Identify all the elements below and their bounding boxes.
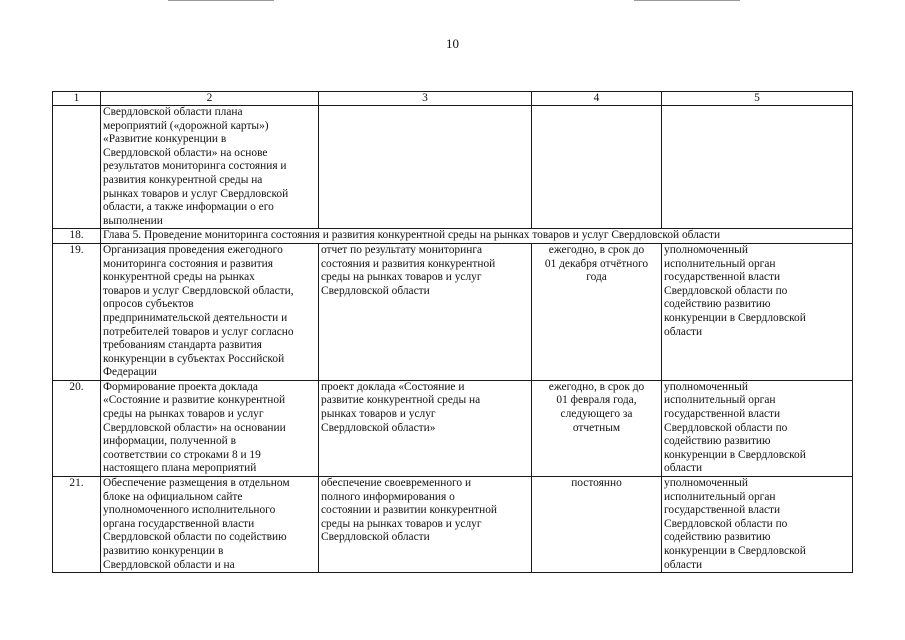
- header-cell: 5: [662, 92, 853, 106]
- cell-line: развитию конкуренции в: [103, 545, 224, 557]
- cell-line: мониторинга состояния и развития: [103, 257, 273, 270]
- cell-line: содействию развитию: [664, 531, 771, 544]
- plan-table: [52, 91, 853, 573]
- cell-line: Свердловской области плана: [103, 106, 243, 118]
- cell-line: 01 февраля года,: [556, 394, 637, 407]
- cell-deadline: [532, 380, 662, 476]
- cell-line: Свердловской области»: [321, 421, 436, 434]
- cell-line: товаров и услуг Свердловской области,: [103, 284, 294, 297]
- cell-line: Свердловской области» на основании: [103, 421, 286, 434]
- cell-result: [319, 477, 532, 573]
- table-row: [53, 380, 853, 476]
- page-number: 10: [446, 36, 459, 51]
- row-number: 19.: [53, 243, 101, 380]
- cell-line: области: [664, 462, 703, 475]
- cell-activity: [101, 106, 319, 229]
- cell-line: государственной власти: [664, 271, 781, 284]
- cell-line: мероприятий («дорожной карты»): [103, 119, 269, 132]
- cell-line: содействию развитию: [664, 298, 771, 311]
- cell-line: выполнении: [103, 214, 163, 227]
- cell-line: Свердловской области: [321, 531, 430, 544]
- cell-line: обеспечение своевременного и: [321, 477, 472, 490]
- cell-line: содействию развитию: [664, 435, 771, 448]
- cell-line: рынках товаров и услуг Свердловской: [103, 187, 289, 200]
- cell-line: конкуренции в Свердловской: [664, 448, 806, 461]
- cell-line: конкурентной среды на рынках: [103, 271, 255, 284]
- cell-line: рынках товаров и услуг: [321, 408, 436, 421]
- cell-line: Организация проведения ежегодного: [103, 243, 283, 256]
- table-row: [53, 477, 853, 573]
- cell-line: Свердловской области по: [664, 284, 788, 297]
- cell-line: исполнительный орган: [664, 394, 776, 407]
- cell-line: Свердловской области по: [664, 421, 788, 434]
- cell-activity: [101, 380, 319, 476]
- cell-responsible: [662, 106, 853, 229]
- cell-line: потребителей товаров и услуг согласно: [103, 325, 294, 338]
- cell-line: состоянии и развитии конкурентной: [321, 504, 497, 517]
- table-row: [53, 243, 853, 380]
- cell-line: уполномоченного исполнительного: [103, 504, 276, 517]
- cell-line: органа государственной власти: [103, 517, 255, 530]
- header-cell: 4: [532, 92, 662, 106]
- cell-line: ежегодно, в срок до: [548, 380, 645, 393]
- cell-line: уполномоченный: [664, 380, 748, 393]
- cell-line: отчет по результату мониторинга: [321, 243, 483, 256]
- cell-line: Федерации: [103, 366, 157, 379]
- cell-line: требованиям стандарта развития: [103, 339, 262, 352]
- cell-line: полного информирования о: [321, 490, 455, 503]
- cell-responsible: [662, 243, 853, 380]
- chapter-title: Глава 5. Проведение мониторинга состояния и развития конкурентной среды на рынках товаров и услуг Свердловской области: [101, 229, 853, 244]
- cell-result: [319, 243, 532, 380]
- cell-line: развитие конкурентной среды на: [321, 394, 481, 407]
- cell-deadline: [532, 477, 662, 573]
- cell-deadline: [532, 106, 662, 229]
- cell-result: [319, 106, 532, 229]
- cell-line: опросов субъектов: [103, 298, 194, 311]
- row-number: 20.: [53, 380, 101, 476]
- row-number: [53, 106, 101, 229]
- top-rule-left: [168, 0, 274, 1]
- cell-line: проект доклада «Состояние и: [321, 380, 465, 393]
- cell-line: результатов мониторинга состояния и: [103, 160, 287, 173]
- cell-line: Свердловской области» на основе: [103, 146, 268, 159]
- table-row-continuation: [53, 106, 853, 229]
- row-number: 18.: [53, 229, 101, 244]
- cell-line: исполнительный орган: [664, 490, 776, 503]
- cell-line: Обеспечение размещения в отдельном: [103, 477, 290, 490]
- table-header-row: [53, 92, 853, 106]
- cell-line: постоянно: [571, 477, 622, 490]
- cell-line: состояния и развития конкурентной: [321, 257, 496, 270]
- header-cell: 2: [101, 92, 319, 106]
- cell-line: государственной власти: [664, 408, 781, 421]
- cell-line: среды на рынках товаров и услуг: [321, 271, 482, 284]
- cell-line: Свердловской области по содействию: [103, 531, 287, 544]
- cell-line: Свердловской области и на: [103, 558, 235, 571]
- cell-line: информации, полученной в: [103, 435, 236, 448]
- chapter-row: [53, 229, 853, 244]
- cell-line: Формирование проекта доклада: [103, 380, 258, 393]
- cell-line: настоящего плана мероприятий: [103, 462, 257, 475]
- cell-line: Свердловской области: [321, 284, 430, 297]
- cell-line: Свердловской области по: [664, 517, 788, 530]
- cell-line: блоке на официальном сайте: [103, 490, 243, 503]
- cell-line: следующего за: [560, 408, 633, 421]
- cell-line: соответствии со строками 8 и 19: [103, 448, 261, 461]
- cell-line: области: [664, 558, 703, 571]
- header-cell: 3: [319, 92, 532, 106]
- row-number: 21.: [53, 477, 101, 573]
- cell-line: уполномоченный: [664, 477, 748, 490]
- cell-line: области, а также информации о его: [103, 201, 274, 214]
- cell-line: отчетным: [572, 421, 621, 434]
- cell-line: конкуренции в Свердловской: [664, 545, 806, 557]
- cell-line: конкуренции в субъектах Российской: [103, 352, 285, 365]
- cell-activity: [101, 477, 319, 573]
- cell-line: среды на рынках товаров и услуг: [103, 408, 264, 421]
- cell-line: «Развитие конкуренции в: [103, 133, 227, 146]
- cell-line: года: [586, 271, 607, 284]
- cell-deadline: [532, 243, 662, 380]
- cell-line: области: [664, 325, 703, 338]
- cell-line: развития конкурентной среды на: [103, 173, 263, 186]
- cell-line: государственной власти: [664, 504, 781, 517]
- cell-result: [319, 380, 532, 476]
- cell-line: среды на рынках товаров и услуг: [321, 517, 482, 530]
- cell-responsible: [662, 477, 853, 573]
- header-cell: 1: [53, 92, 101, 106]
- cell-line: ежегодно, в срок до: [548, 243, 645, 256]
- cell-responsible: [662, 380, 853, 476]
- cell-line: исполнительный орган: [664, 257, 776, 270]
- cell-line: 01 декабря отчётного: [544, 257, 649, 270]
- cell-line: конкуренции в Свердловской: [664, 311, 806, 324]
- top-rule-right: [634, 0, 740, 1]
- cell-line: уполномоченный: [664, 243, 748, 256]
- cell-activity: [101, 243, 319, 380]
- cell-line: предпринимательской деятельности и: [103, 311, 288, 324]
- cell-line: «Состояние и развитие конкурентной: [103, 394, 286, 407]
